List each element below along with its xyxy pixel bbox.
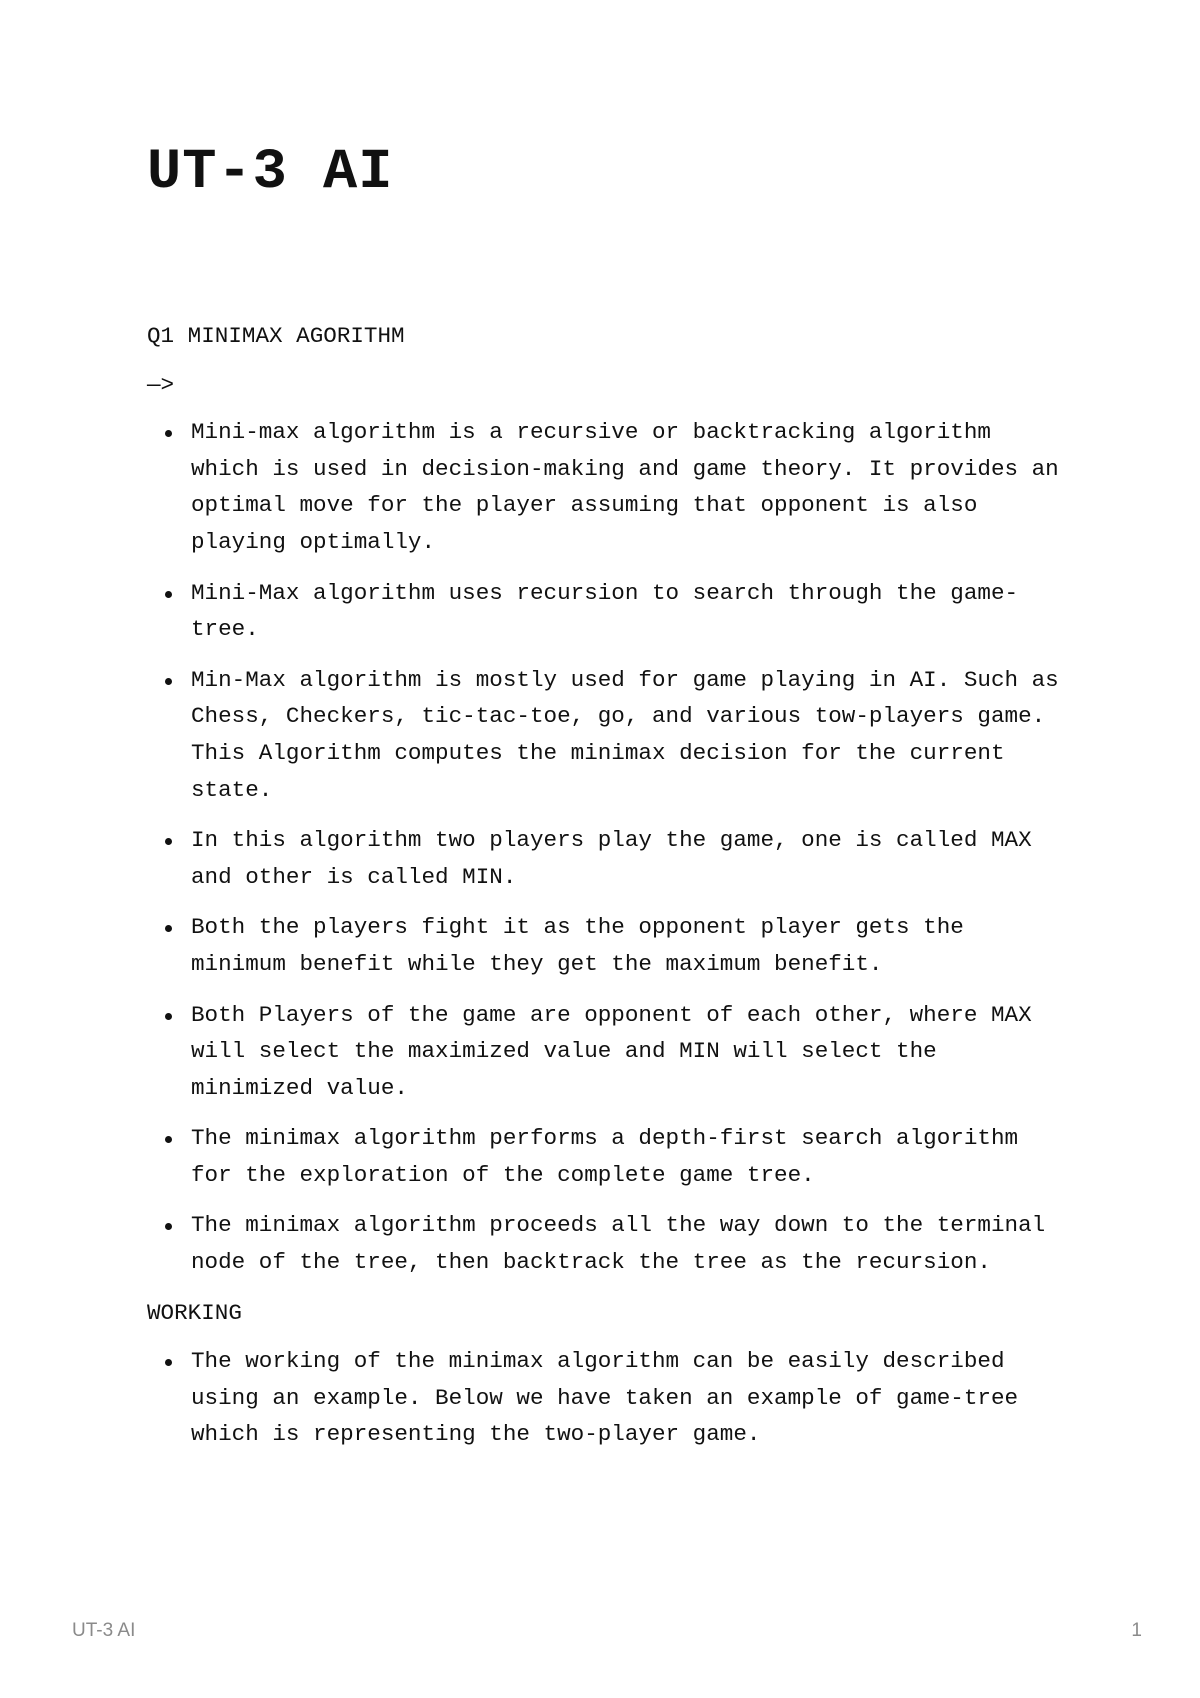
minimax-bullet-list [147, 414, 1067, 1280]
list-item: Min-Max algorithm is mostly used for game playing in AI. Such as Chess, Checkers, tic-tac-toe, go, and various tow-players game. This Algorithm computes the minimax decision for the current state. [191, 662, 1067, 808]
list-item: The minimax algorithm performs a depth-first search algorithm for the exploration of the complete game tree. [191, 1120, 1067, 1193]
list-item: In this algorithm two players play the game, one is called MAX and other is called MIN. [191, 822, 1067, 895]
list-item: Both the players fight it as the opponent player gets the minimum benefit while they get the maximum benefit. [191, 909, 1067, 982]
working-heading: WORKING [147, 1299, 242, 1326]
document-body [147, 318, 1067, 1467]
list-item: Mini-max algorithm is a recursive or backtracking algorithm which is used in decision-making and game theory. It provides an optimal move for the player assuming that opponent is also playing optimally. [191, 414, 1067, 560]
working-bullet-list [147, 1343, 1067, 1453]
arrow-text: —> [147, 371, 175, 398]
page-title: UT-3 AI [147, 141, 394, 205]
question-heading: Q1 MINIMAX AGORITHM [147, 323, 405, 349]
list-item: The minimax algorithm proceeds all the way down to the terminal node of the tree, then backtrack the tree as the recursion. [191, 1207, 1067, 1280]
list-item: Both Players of the game are opponent of each other, where MAX will select the maximized value and MIN will select the minimized value. [191, 997, 1067, 1107]
footer-page-number: 1 [1131, 1620, 1142, 1641]
list-item: The working of the minimax algorithm can be easily described using an example. Below we have taken an example of game-tree which is representing the two-player game. [191, 1343, 1067, 1453]
footer-document-title: UT-3 AI [72, 1620, 136, 1641]
list-item: Mini-Max algorithm uses recursion to search through the game-tree. [191, 575, 1067, 648]
